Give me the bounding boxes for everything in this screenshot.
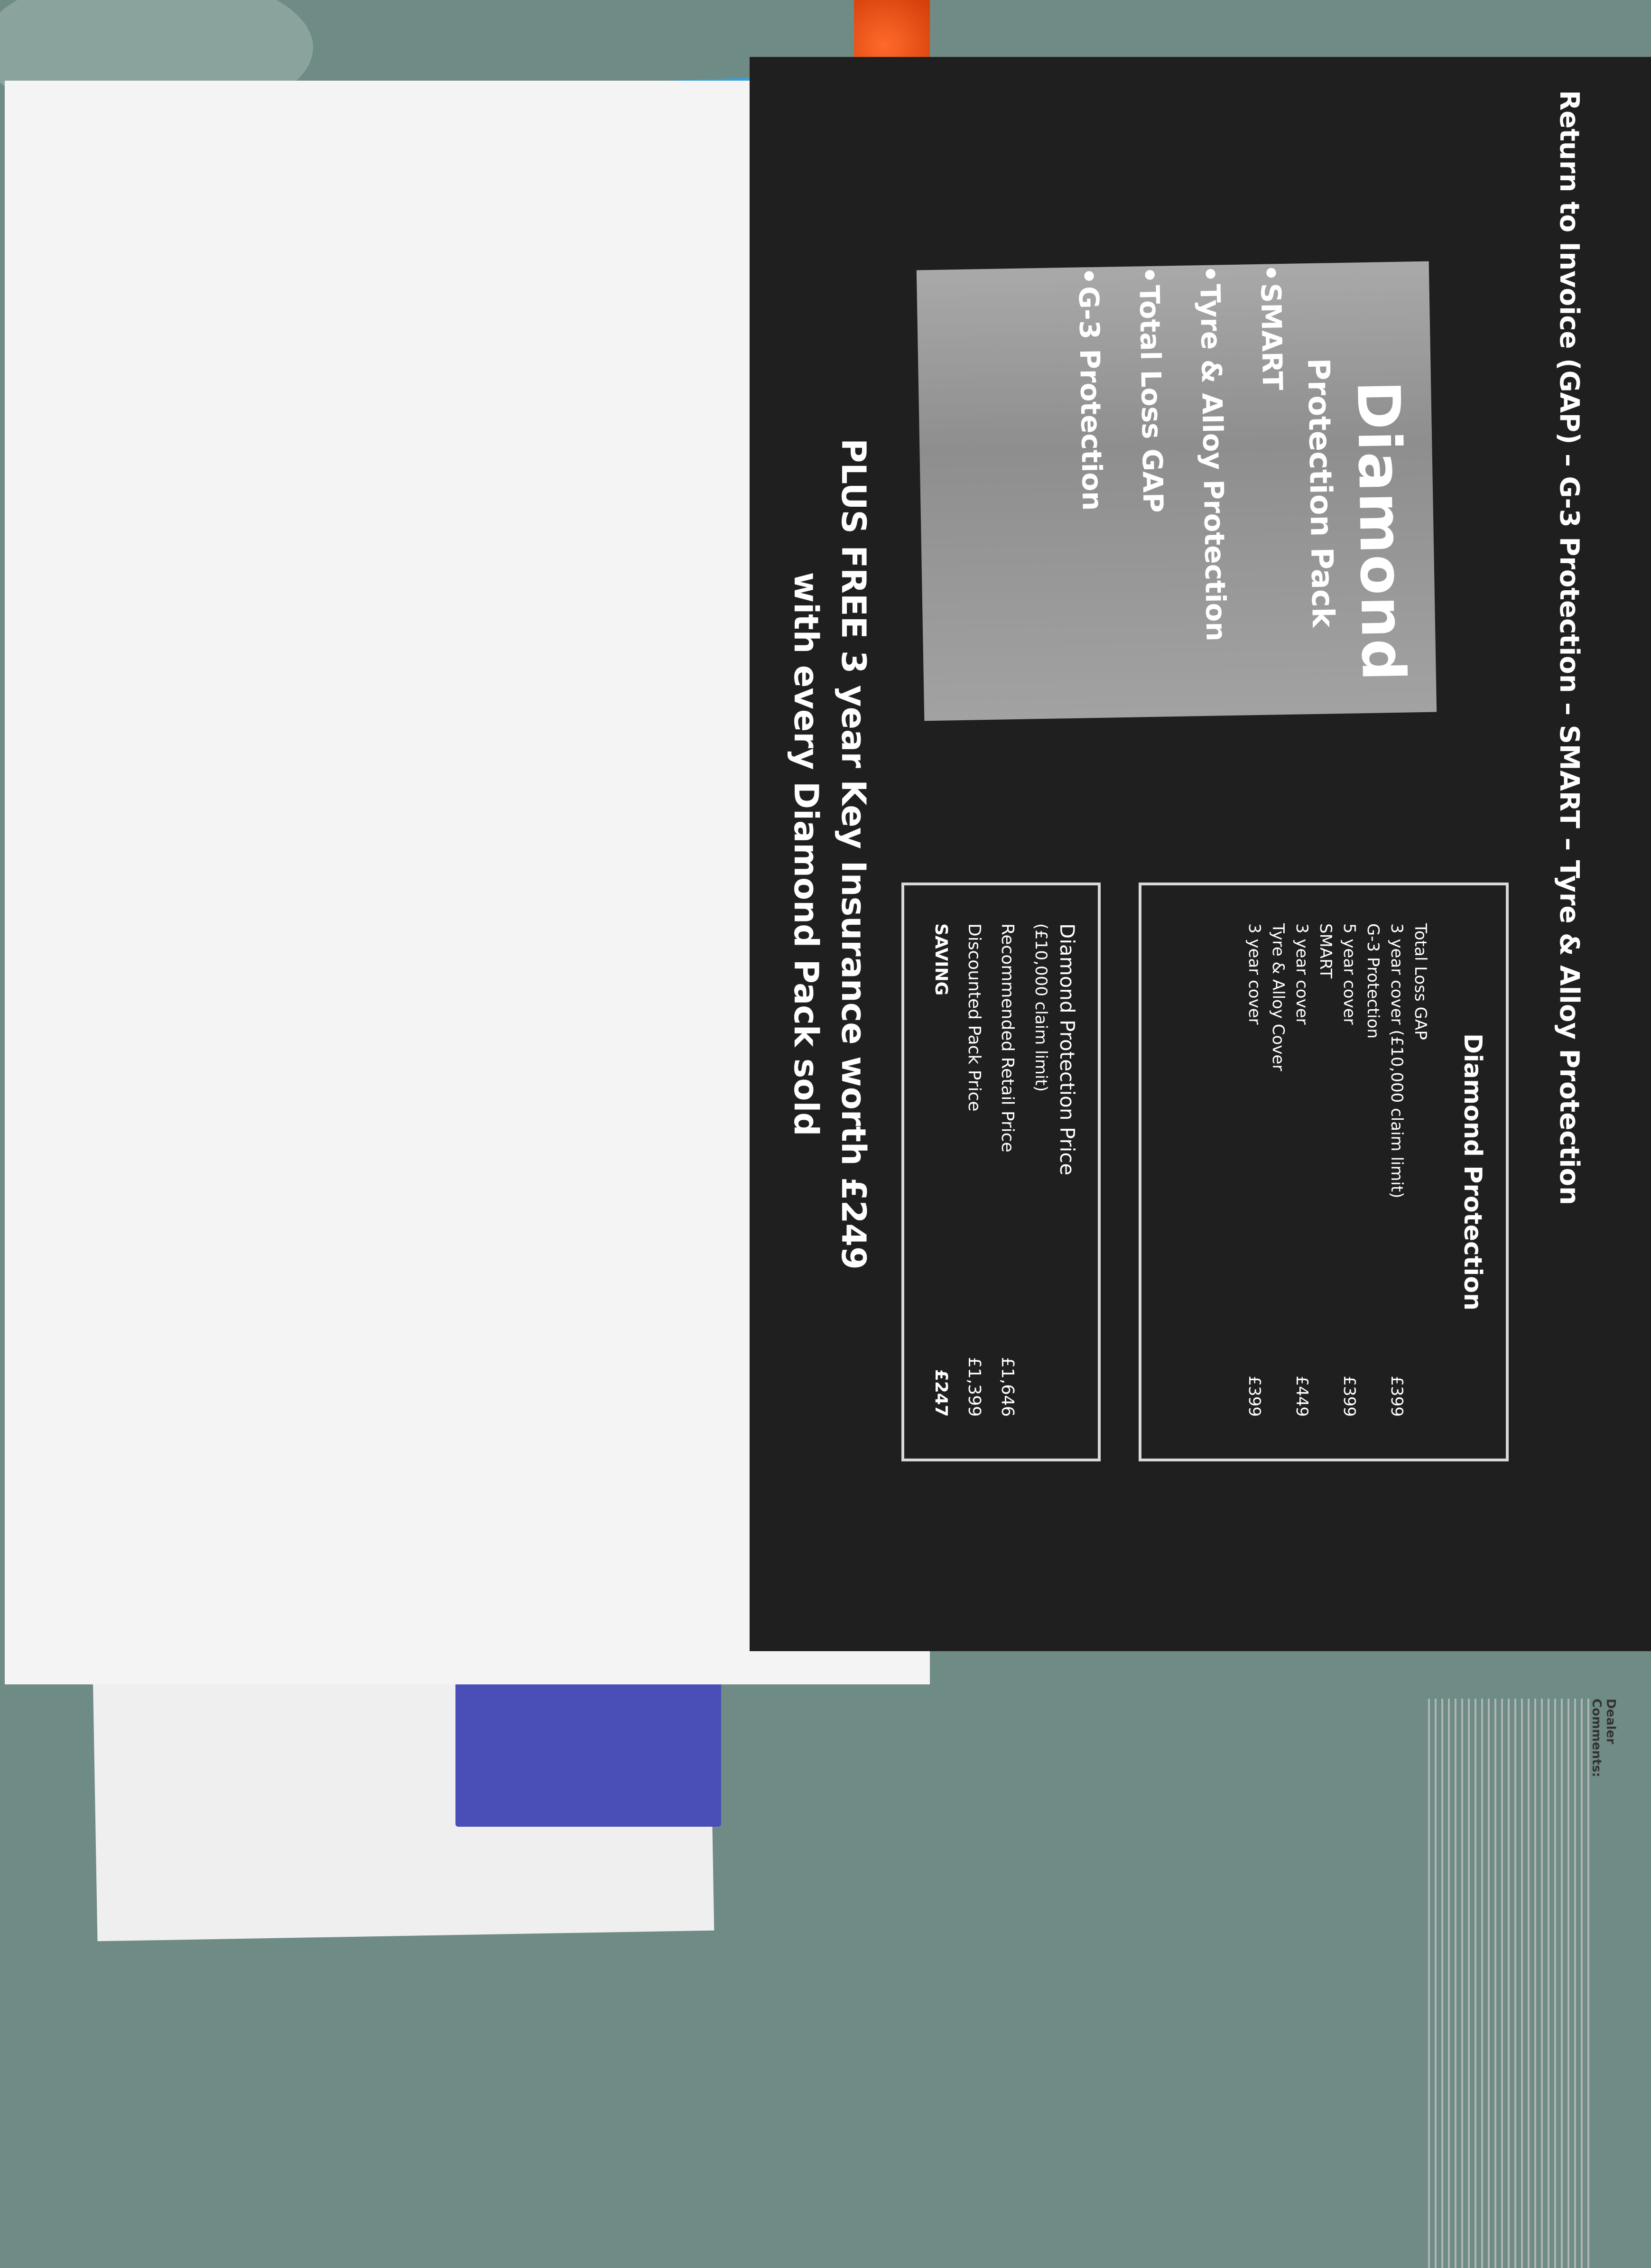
row-value: £449 (1292, 1376, 1311, 1417)
pack-items (1044, 264, 1296, 790)
summary-row (1269, 923, 1288, 1426)
summary-row (1411, 923, 1430, 1426)
row-value (1269, 1417, 1288, 1426)
row-label: SMART (1316, 923, 1335, 979)
summary-row (1340, 923, 1359, 1426)
row-value (1363, 1417, 1382, 1426)
pack-name: Diamond (1344, 380, 1418, 683)
flyer-content (745, 57, 1651, 1777)
row-label: G-3 Protection (1363, 923, 1382, 1039)
diamond-pack-box (917, 261, 1437, 721)
pack-item: • Total Loss GAP (1133, 266, 1174, 788)
saving-value: £247 (931, 1369, 951, 1417)
row-label: 3 year cover (£10,000 claim limit) (1387, 923, 1406, 1199)
row-label: 5 year cover (1340, 923, 1359, 1025)
row-value: £399 (1245, 1376, 1264, 1417)
discount-value: £1,399 (965, 1357, 984, 1417)
summary-row (1363, 923, 1382, 1426)
protection-summary-box (1139, 883, 1509, 1461)
pack-subtitle: Protection Pack (1300, 358, 1341, 628)
rrp-label: Recommended Retail Price (998, 923, 1017, 1153)
row-label: Tyre & Alloy Cover (1269, 923, 1288, 1071)
saving-row (931, 923, 951, 1426)
fine-print (1428, 1699, 1589, 2268)
saving-label: SAVING (931, 923, 951, 996)
rrp-row (998, 923, 1017, 1426)
summary-row (1316, 923, 1335, 1426)
row-value: £399 (1340, 1376, 1359, 1417)
footer-line-2: with every Diamond Pack sold (787, 572, 826, 1136)
row-value: £399 (1387, 1376, 1406, 1417)
pack-item: • SMART (1254, 264, 1296, 786)
pack-item: • Tyre & Alloy Protection (1194, 265, 1235, 787)
discount-label: Discounted Pack Price (965, 923, 984, 1112)
summary-row (1292, 923, 1311, 1426)
pack-item: • G-3 Protection (1072, 267, 1113, 790)
summary-row (1387, 923, 1406, 1426)
row-label: 3 year cover (1292, 923, 1311, 1025)
page-title: Return to Invoice (GAP) – G-3 Protection – SMART – Tyre & Alloy Protection (1554, 90, 1585, 1205)
rrp-value: £1,646 (998, 1357, 1017, 1417)
footer-line-1: PLUS FREE 3 year Key Insurance worth £249 (834, 438, 873, 1270)
row-label: 3 year cover (1245, 923, 1264, 1025)
price-heading: Diamond Protection Price (1056, 923, 1079, 1176)
price-subheading: (£10,000 claim limit) (1031, 923, 1050, 1092)
discount-row (965, 923, 984, 1426)
row-value (1316, 1417, 1335, 1426)
summary-row (1245, 923, 1264, 1426)
row-value (1411, 1417, 1430, 1426)
row-label: Total Loss GAP (1411, 923, 1430, 1040)
summary-title: Diamond Protection (1458, 1033, 1487, 1311)
dealer-comments-label: Dealer Comments: (1589, 1699, 1618, 1777)
price-box (901, 883, 1101, 1461)
